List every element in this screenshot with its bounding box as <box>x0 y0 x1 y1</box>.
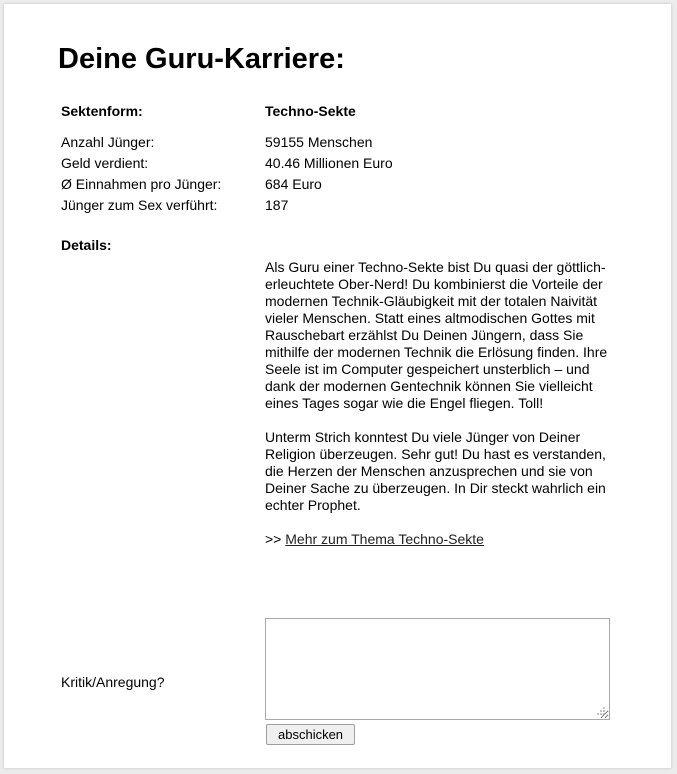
submit-button[interactable]: abschicken <box>266 724 355 745</box>
stat-label: Ø Einnahmen pro Jünger: <box>61 176 222 192</box>
stat-row-followers <box>61 132 373 152</box>
sect-type-label: Sektenform: <box>61 103 143 119</box>
stat-row-income-per-follower <box>61 174 322 194</box>
details-paragraph: Als Guru einer Techno-Sekte bist Du quasi der göttlich-erleuchtete Ober-Nerd! Du kombinierst die Vorteile der modernen Technik-Gläubigkeit mit der totalen Naivität vieler Menschen. Statt eines altmodischen Gottes mit Rauschebart erzählst Du Deinen Jüngern, dass Sie mithilfe der modernen Technik die Erlösung finden. Ihre Seele ist im Computer gespeichert unsterblich – und dank der modernen Gentechnik können Sie vielleicht eines Tages sogar wie die Engel fliegen. Toll! <box>265 259 608 411</box>
sect-type-row <box>61 101 356 121</box>
link-prefix: >> <box>265 531 286 547</box>
details-text <box>265 259 615 565</box>
stat-value: 187 <box>265 197 289 213</box>
stat-label: Anzahl Jünger: <box>61 134 155 150</box>
more-info-line <box>265 531 615 548</box>
stat-row-money <box>61 153 393 173</box>
more-info-link[interactable]: Mehr zum Thema Techno-Sekte <box>285 531 484 547</box>
details-label: Details: <box>61 237 112 253</box>
feedback-textarea[interactable] <box>265 618 610 720</box>
stat-label: Geld verdient: <box>61 155 149 171</box>
details-paragraph: Unterm Strich konntest Du viele Jünger von Deiner Religion überzeugen. Sehr gut! Du hast es verstanden, die Herzen der Menschen anzusprechen und sie von Deiner Sache zu überzeugen. In Dir steckt wahrlich ein echter Prophet. <box>265 429 606 513</box>
stat-value: 59155 Menschen <box>265 134 373 150</box>
stat-label: Jünger zum Sex verführt: <box>61 197 218 213</box>
stat-value: 684 Euro <box>265 176 322 192</box>
feedback-label: Kritik/Anregung? <box>61 674 165 690</box>
stat-row-seduced <box>61 195 289 215</box>
sect-type-value: Techno-Sekte <box>265 103 356 119</box>
stat-value: 40.46 Millionen Euro <box>265 155 393 171</box>
page-title: Deine Guru-Karriere: <box>58 43 345 75</box>
